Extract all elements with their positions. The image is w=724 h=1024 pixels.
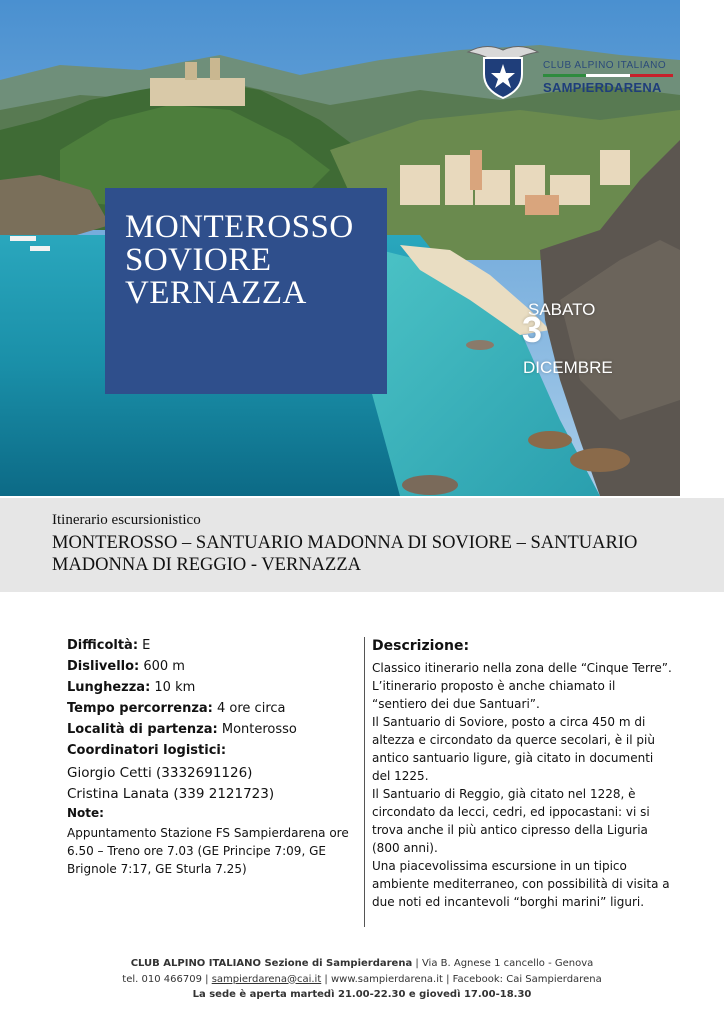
detail-value: E <box>138 638 151 653</box>
description-paragraph: Una piacevolissima escursione in un tipico ambiente mediterraneo, con possibilità di visita a due noti ed incantevoli “borghi marini” liguri. <box>372 859 670 909</box>
eagle-shield-icon <box>466 40 540 100</box>
detail-label: Località di partenza: <box>67 722 218 737</box>
footer-facebook: Facebook: Cai Sampierdarena <box>452 973 602 985</box>
footer-line-1: CLUB ALPINO ITALIANO Sezione di Sampierdarena | Via B. Agnese 1 cancello - Genova <box>130 958 594 969</box>
event-day: 3 <box>522 309 543 350</box>
coordinator-2: Cristina Lanata (339 2121723) <box>67 786 275 802</box>
detail-label: Difficoltà: <box>67 638 139 653</box>
detail-duration <box>67 701 286 716</box>
detail-elevation <box>67 659 185 674</box>
description-paragraph: Il Santuario di Soviore, posto a circa 450 m di altezza e circondato da querce secolari, è il più antico santuario ligure, già citato in documenti del 1225. <box>372 715 655 783</box>
column-divider <box>364 637 365 927</box>
logo-subtitle: CLUB ALPINO ITALIANO <box>543 60 667 71</box>
hero-title-box <box>105 188 387 394</box>
detail-label: Tempo percorrenza: <box>67 701 213 716</box>
footer <box>0 956 724 1003</box>
detail-value: 10 km <box>150 680 196 695</box>
tricolor-stripe <box>543 74 673 77</box>
description-section <box>372 638 672 911</box>
footer-line-2: tel. 010 466709 | sampierdarena@cai.it | www.sampierdarena.it | Facebook: Cai Sampierdarena <box>122 973 602 985</box>
detail-length <box>67 680 195 695</box>
detail-value: Monterosso <box>217 722 297 737</box>
itinerary-title-line-2: MADONNA DI REGGIO - VERNAZZA <box>52 555 361 575</box>
detail-value: 600 m <box>139 659 185 674</box>
detail-label: Dislivello: <box>67 659 140 674</box>
event-weekday: SABATO <box>528 300 596 319</box>
footer-phone: tel. 010 466709 <box>122 973 202 985</box>
coordinator-1: Giorgio Cetti (3332691126) <box>67 765 253 781</box>
footer-org: CLUB ALPINO ITALIANO Sezione di Sampierdarena <box>130 958 413 969</box>
description-heading: Descrizione: <box>372 638 470 654</box>
detail-label: Coordinatori logistici: <box>67 743 227 758</box>
itinerary-band <box>0 498 724 592</box>
itinerary-subtitle: Itinerario escursionistico <box>52 512 201 528</box>
hero-title-line-2: SOVIORE <box>125 242 272 278</box>
cai-logo <box>466 40 676 100</box>
itinerary-title <box>52 532 692 576</box>
hero-title-line-1: MONTEROSSO <box>125 209 354 245</box>
detail-coordinators <box>67 743 226 758</box>
detail-difficulty <box>67 638 150 653</box>
notes-label: Note: <box>67 806 104 820</box>
footer-line-3 <box>0 987 724 1003</box>
logo-section-name: SAMPIERDARENA <box>543 80 662 95</box>
itinerary-title-line-1: MONTEROSSO – SANTUARIO MADONNA DI SOVIORE – SANTUARIO <box>52 533 638 553</box>
description-paragraph: Classico itinerario nella zona delle “Cinque Terre”. L’itinerario proposto è anche chiamato il “sentiero dei due Santuari”. <box>372 661 672 711</box>
event-month: DICEMBRE <box>523 358 613 377</box>
footer-email-link[interactable]: sampierdarena@cai.it <box>211 973 322 985</box>
detail-label: Lunghezza: <box>67 680 151 695</box>
footer-hours: La sede è aperta martedì 21.00-22.30 e giovedì 17.00-18.30 <box>192 989 532 1000</box>
notes-text: Appuntamento Stazione FS Sampierdarena ore 6.50 – Treno ore 7.03 (GE Principe 7:09, GE Brignole 7:17, GE Sturla 7.25) <box>67 826 349 876</box>
detail-start-location <box>67 722 297 737</box>
description-paragraph: Il Santuario di Reggio, già citato nel 1228, è circondato da lecci, cedri, ed ippocastani: vi si trova anche il più antico cipresso della Liguria (800 anni). <box>372 787 650 855</box>
footer-address: Via B. Agnese 1 cancello - Genova <box>421 958 594 969</box>
footer-website[interactable]: www.sampierdarena.it <box>330 973 443 985</box>
hero-title-line-3: VERNAZZA <box>125 275 307 311</box>
detail-value: 4 ore circa <box>212 701 286 716</box>
